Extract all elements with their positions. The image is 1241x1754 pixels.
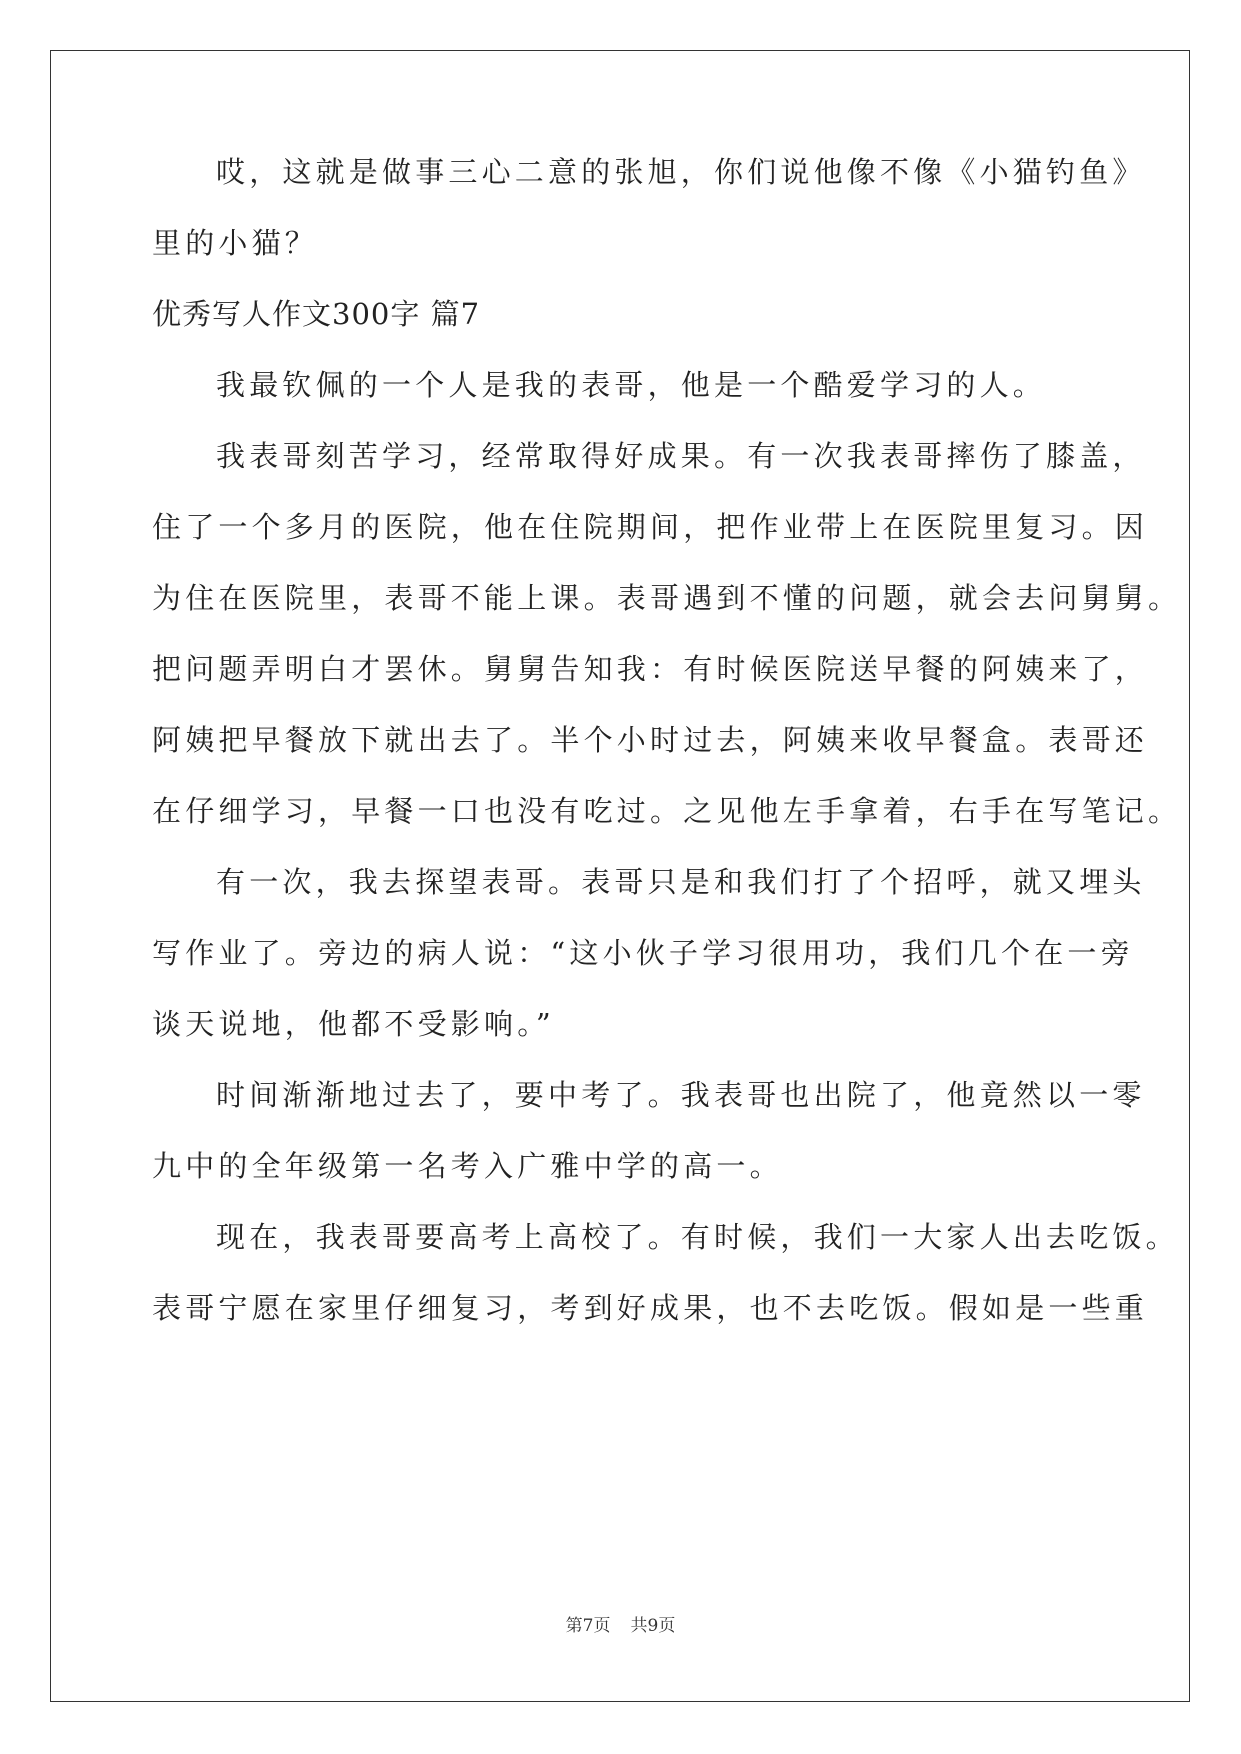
paragraph-line: 把问题弄明白才罢休。舅舅告知我：有时候医院送早餐的阿姨来了， bbox=[152, 652, 1149, 686]
page-total: 共9页 bbox=[630, 1616, 676, 1636]
paragraph-line: 哎，这就是做事三心二意的张旭，你们说他像不像《小猫钓鱼》 bbox=[216, 155, 1146, 189]
paragraph-line: 九中的全年级第一名考入广雅中学的高一。 bbox=[152, 1149, 783, 1183]
paragraph-line: 我最钦佩的一个人是我的表哥，他是一个酷爱学习的人。 bbox=[216, 368, 1047, 402]
page-footer bbox=[0, 1614, 1241, 1638]
paragraph-line: 有一次，我去探望表哥。表哥只是和我们打了个招呼，就又埋头 bbox=[216, 865, 1146, 899]
paragraph-line: 表哥宁愿在家里仔细复习，考到好成果，也不去吃饭。假如是一些重 bbox=[152, 1291, 1149, 1325]
paragraph-line: 在仔细学习，早餐一口也没有吃过。之见他左手拿着，右手在写笔记。 bbox=[152, 794, 1182, 828]
paragraph-line: 里的小猫？ bbox=[152, 226, 319, 260]
paragraph-line: 时间渐渐地过去了，要中考了。我表哥也出院了，他竟然以一零 bbox=[216, 1078, 1146, 1112]
paragraph-line: 阿姨把早餐放下就出去了。半个小时过去，阿姨来收早餐盒。表哥还 bbox=[152, 723, 1149, 757]
section-heading: 优秀写人作文300字 篇7 bbox=[152, 297, 481, 331]
paragraph-line: 谈天说地，他都不受影响。” bbox=[152, 1007, 555, 1041]
page-number: 第7页 bbox=[565, 1616, 611, 1636]
paragraph-line: 为住在医院里，表哥不能上课。表哥遇到不懂的问题，就会去问舅舅。 bbox=[152, 581, 1182, 615]
paragraph-line: 住了一个多月的医院，他在住院期间，把作业带上在医院里复习。因 bbox=[152, 510, 1149, 544]
paragraph-line: 我表哥刻苦学习，经常取得好成果。有一次我表哥摔伤了膝盖， bbox=[216, 439, 1146, 473]
paragraph-line: 现在，我表哥要高考上高校了。有时候，我们一大家人出去吃饭。 bbox=[216, 1220, 1179, 1254]
paragraph-line: 写作业了。旁边的病人说：“这小伙子学习很用功，我们几个在一旁 bbox=[152, 936, 1134, 970]
